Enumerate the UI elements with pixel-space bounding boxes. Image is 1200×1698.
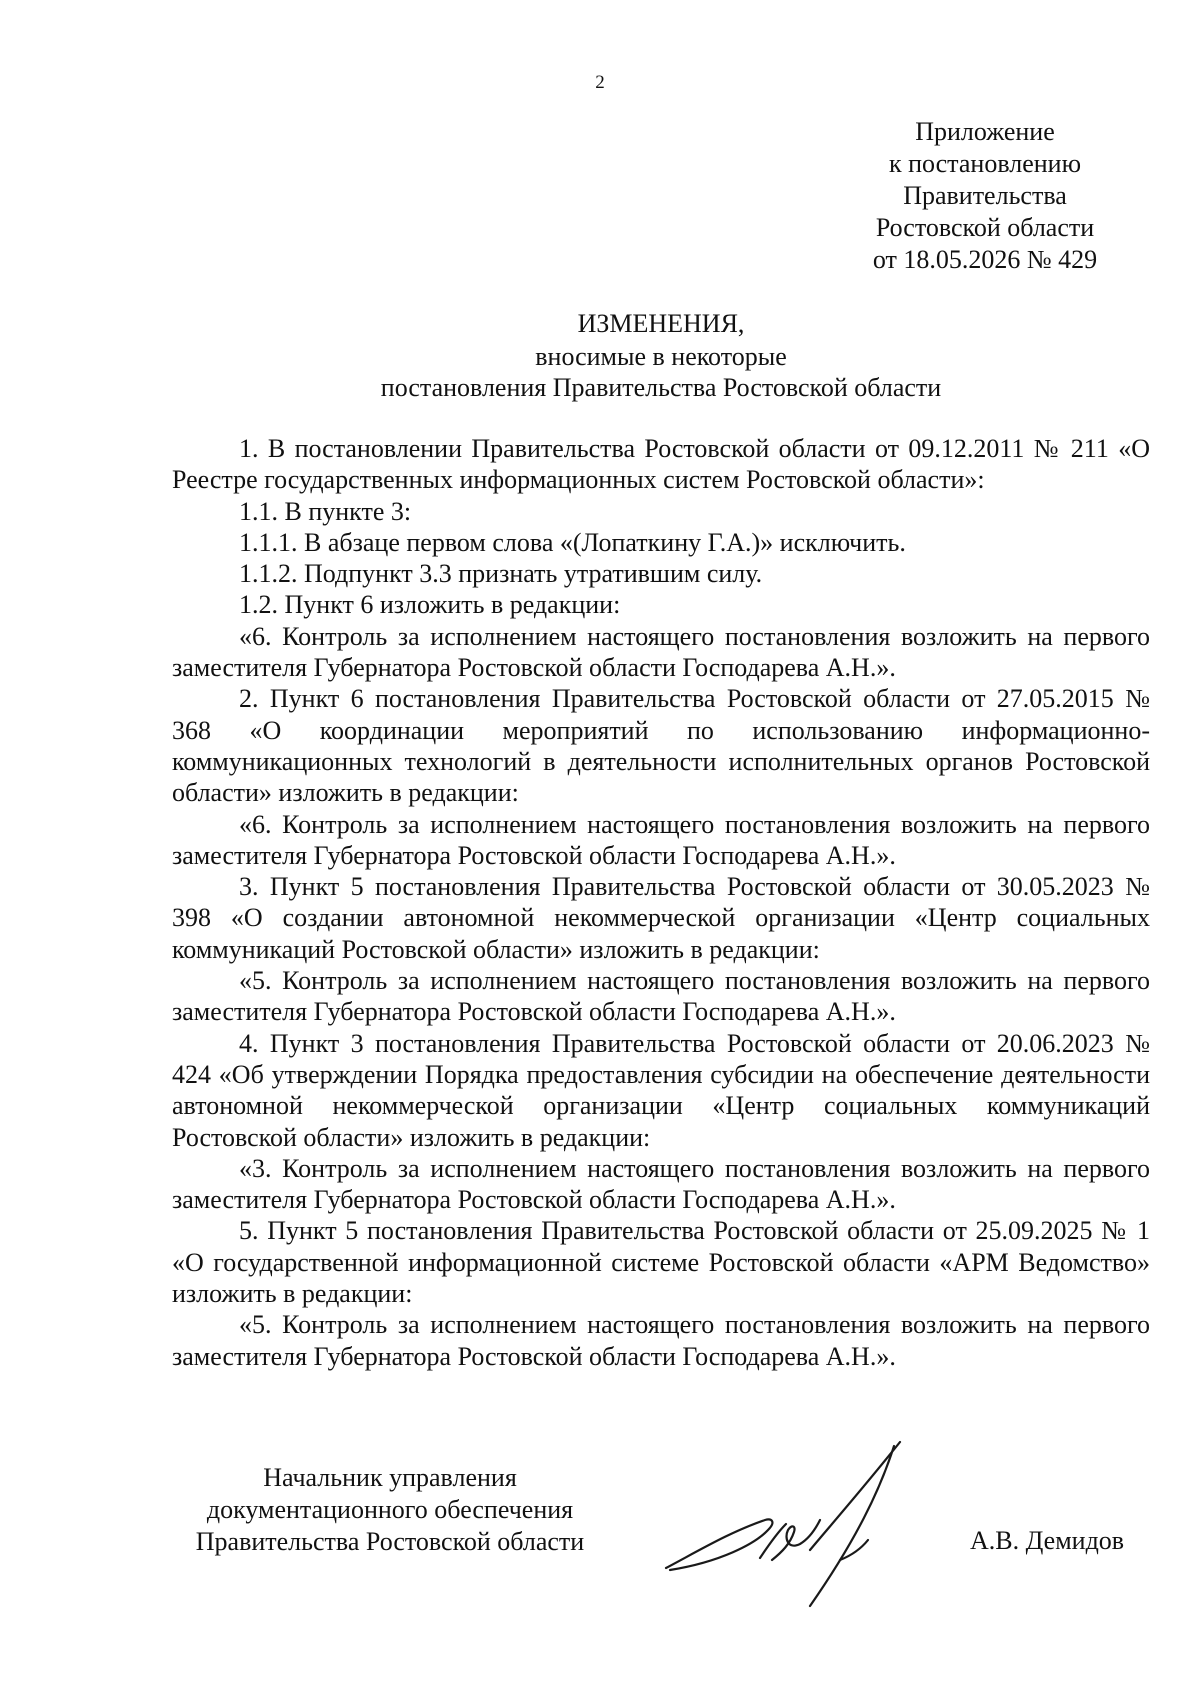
appendix-line: к постановлению [888, 149, 1082, 178]
appendix-line: Ростовской области [875, 213, 1095, 242]
paragraph: «6. Контроль за исполнением настоящего постановления возложить на первого заместителя Губернатора Ростовской области Господарева А.Н.». [172, 621, 1150, 683]
paragraph: «6. Контроль за исполнением настоящего постановления возложить на первого заместителя Губернатора Ростовской области Господарева А.Н.». [172, 809, 1150, 870]
appendix-line: Приложение [915, 117, 1055, 146]
document-subtitle-line: вносимые в некоторые [535, 342, 787, 371]
paragraph: 5. Пункт 5 постановления Правительства Ростовской области от 25.09.2025 № 1 «О государственной информационной системе Ростовской области «АРМ Ведомство» изложить в редакции: [172, 1216, 1150, 1309]
signatory-position-line: Начальник управления [263, 1463, 517, 1492]
paragraph: 3. Пункт 5 постановления Правительства Ростовской области от 30.05.2023 № 398 «О создании автономной некоммерческой организации «Центр социальных коммуникаций Ростовской области» изложить в редакции: [172, 872, 1150, 964]
paragraph: 1.1.2. Подпункт 3.3 признать утратившим силу. [239, 559, 763, 589]
page-number: 2 [595, 72, 605, 93]
paragraph: 1.1.1. В абзаце первом слова «(Лопаткину Г.А.)» исключить. [239, 527, 906, 557]
signatory-position-line: документационного обеспечения [206, 1495, 574, 1524]
document-heading [172, 307, 1150, 403]
appendix-line: Правительства [903, 181, 1067, 210]
document-subtitle-line: постановления Правительства Ростовской области [380, 373, 942, 402]
signatory-position [170, 1462, 610, 1558]
paragraph: 2. Пункт 6 постановления Правительства Ростовской области от 27.05.2015 № 368 «О координации мероприятий по использованию информационно-коммуникационных технологий в деятельности исполнительных органов Ростовской области» изложить в редакции: [172, 684, 1150, 808]
handwritten-signature-icon [660, 1440, 930, 1610]
signer-name: А.В. Демидов [970, 1526, 1125, 1555]
paragraph: «3. Контроль за исполнением настоящего постановления возложить на первого заместителя Губернатора Ростовской области Господарева А.Н.». [172, 1153, 1150, 1215]
paragraph: 1.1. В пункте 3: [239, 496, 412, 526]
appendix-line: от 18.05.2026 № 429 [872, 245, 1098, 274]
paragraph: 1.2. Пункт 6 изложить в редакции: [239, 590, 621, 620]
document-body [172, 433, 1150, 1372]
paragraph: «5. Контроль за исполнением настоящего постановления возложить на первого заместителя Губернатора Ростовской области Господарева А.Н.». [172, 1310, 1150, 1371]
paragraph: 4. Пункт 3 постановления Правительства Ростовской области от 20.06.2023 № 424 «Об утверждении Порядка предоставления субсидии на обеспечение деятельности автономной некоммерческой организации «Центр социальных коммуникаций Ростовской области» изложить в редакции: [172, 1028, 1150, 1152]
signatory-position-line: Правительства Ростовской области [195, 1527, 585, 1556]
appendix-header [820, 116, 1150, 276]
paragraph: «5. Контроль за исполнением настоящего постановления возложить на первого заместителя Губернатора Ростовской области Господарева А.Н.». [172, 966, 1150, 1027]
document-title: ИЗМЕНЕНИЯ, [577, 309, 745, 338]
paragraph: 1. В постановлении Правительства Ростовской области от 09.12.2011 № 211 «О Реестре государственных информационных систем Ростовской области»: [172, 434, 1150, 495]
